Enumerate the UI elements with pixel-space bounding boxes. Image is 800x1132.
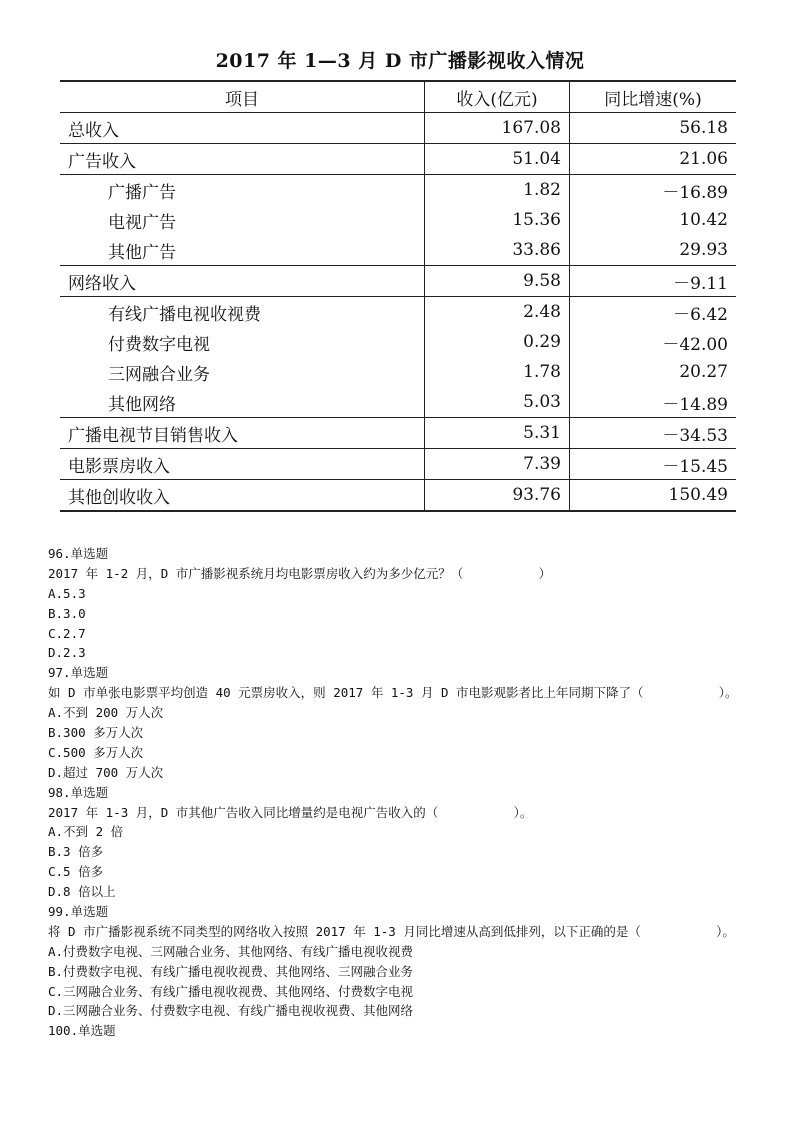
- row-income: 1.78: [425, 357, 570, 387]
- question-99: [48, 902, 788, 1021]
- question-header: 96.单选题: [48, 546, 109, 561]
- row-income: 5.03: [425, 387, 570, 418]
- option-a[interactable]: A.不到 200 万人次: [48, 705, 164, 721]
- table-row: [60, 235, 736, 266]
- row-name: 其他广告: [60, 235, 425, 266]
- row-name: 广播电视节目销售收入: [60, 418, 425, 449]
- row-name: 网络收入: [60, 266, 425, 297]
- question-stem: 如 D 市单张电影票平均创造 40 元票房收入，则 2017 年 1-3 月 D 市电影观影者比上年同期下降了（ ）。: [48, 685, 738, 701]
- question-stem: 2017 年 1-2 月，D 市广播影视系统月均电影票房收入约为多少亿元？（ ）: [48, 565, 552, 581]
- table-row: [60, 266, 736, 297]
- row-name: 其他网络: [60, 387, 425, 418]
- option-c[interactable]: C.2.7: [48, 625, 86, 641]
- option-a[interactable]: A.5.3: [48, 585, 86, 601]
- question-header: 100.单选题: [48, 1023, 116, 1039]
- option-a[interactable]: A.不到 2 倍: [48, 824, 124, 840]
- row-growth: －15.45: [570, 449, 737, 480]
- row-name: 有线广播电视收视费: [108, 304, 261, 325]
- row-name: 其他创收收入: [60, 480, 425, 512]
- row-growth: －6.42: [570, 297, 737, 328]
- table-row: [60, 144, 736, 175]
- question-header: 99.单选题: [48, 904, 109, 920]
- row-growth: －42.00: [570, 327, 737, 357]
- question-97: [48, 663, 788, 782]
- table-row: [60, 113, 736, 144]
- header-income: 收入(亿元): [425, 81, 570, 113]
- header-growth: 同比增速(%): [570, 81, 737, 113]
- question-list: [48, 544, 788, 1041]
- option-a[interactable]: A.付费数字电视、三网融合业务、其他网络、有线广播电视收视费: [48, 943, 414, 959]
- table-row: [60, 449, 736, 480]
- row-name: 广告收入: [60, 144, 425, 175]
- table-row: [60, 387, 736, 418]
- row-growth: －14.89: [570, 387, 737, 418]
- row-income: 93.76: [425, 480, 570, 512]
- option-b[interactable]: B.3.0: [48, 605, 86, 621]
- row-income: 0.29: [425, 327, 570, 357]
- table-row: [60, 205, 736, 235]
- row-growth: 10.42: [570, 205, 737, 235]
- option-b[interactable]: B.300 多万人次: [48, 725, 144, 741]
- table-row: [60, 327, 736, 357]
- table-row: [60, 297, 736, 328]
- row-name: 付费数字电视: [108, 334, 210, 355]
- header-item: 项目: [60, 81, 425, 113]
- row-name: 总收入: [60, 113, 425, 144]
- question-100: [48, 1021, 788, 1041]
- question-stem: 将 D 市广播影视系统不同类型的网络收入按照 2017 年 1-3 月同比增速从高到低排列，以下正确的是（ ）。: [48, 923, 735, 939]
- income-table: [60, 80, 736, 512]
- table-row: [60, 418, 736, 449]
- row-income: 51.04: [425, 144, 570, 175]
- table-header-row: [60, 81, 736, 113]
- row-income: 15.36: [425, 205, 570, 235]
- row-name: 电影票房收入: [60, 449, 425, 480]
- option-b[interactable]: B.付费数字电视、有线广播电视收视费、其他网络、三网融合业务: [48, 963, 414, 979]
- table-title: 2017 年 1—3 月 D 市广播影视收入情况: [215, 50, 585, 72]
- row-name: 广播广告: [108, 182, 176, 203]
- option-c[interactable]: C.5 倍多: [48, 864, 104, 880]
- row-income: 1.82: [425, 175, 570, 206]
- row-name: 三网融合业务: [108, 364, 210, 385]
- option-d[interactable]: D.8 倍以上: [48, 884, 116, 900]
- row-income: 167.08: [425, 113, 570, 144]
- question-98: [48, 783, 788, 902]
- row-growth: 29.93: [570, 235, 737, 266]
- question-96: [48, 544, 788, 663]
- question-header: 98.单选题: [48, 784, 109, 800]
- row-income: 33.86: [425, 235, 570, 266]
- row-growth: 150.49: [570, 480, 737, 512]
- row-income: 7.39: [425, 449, 570, 480]
- option-b[interactable]: B.3 倍多: [48, 844, 104, 860]
- row-income: 5.31: [425, 418, 570, 449]
- question-header: 97.单选题: [48, 665, 109, 681]
- row-growth: 56.18: [570, 113, 737, 144]
- table-row: [60, 175, 736, 206]
- table-row: [60, 480, 736, 512]
- row-growth: －9.11: [570, 266, 737, 297]
- table-row: [60, 357, 736, 387]
- row-growth: －34.53: [570, 418, 737, 449]
- row-growth: 21.06: [570, 144, 737, 175]
- row-growth: 20.27: [570, 357, 737, 387]
- option-c[interactable]: C.三网融合业务、有线广播电视收视费、其他网络、付费数字电视: [48, 983, 414, 999]
- row-income: 9.58: [425, 266, 570, 297]
- row-name: 电视广告: [108, 212, 176, 233]
- option-d[interactable]: D.超过 700 万人次: [48, 764, 164, 780]
- option-c[interactable]: C.500 多万人次: [48, 744, 144, 760]
- row-growth: －16.89: [570, 175, 737, 206]
- row-income: 2.48: [425, 297, 570, 328]
- question-stem: 2017 年 1-3 月，D 市其他广告收入同比增量约是电视广告收入的（ ）。: [48, 804, 533, 820]
- option-d[interactable]: D.三网融合业务、付费数字电视、有线广播电视收视费、其他网络: [48, 1003, 414, 1019]
- option-d[interactable]: D.2.3: [48, 645, 86, 661]
